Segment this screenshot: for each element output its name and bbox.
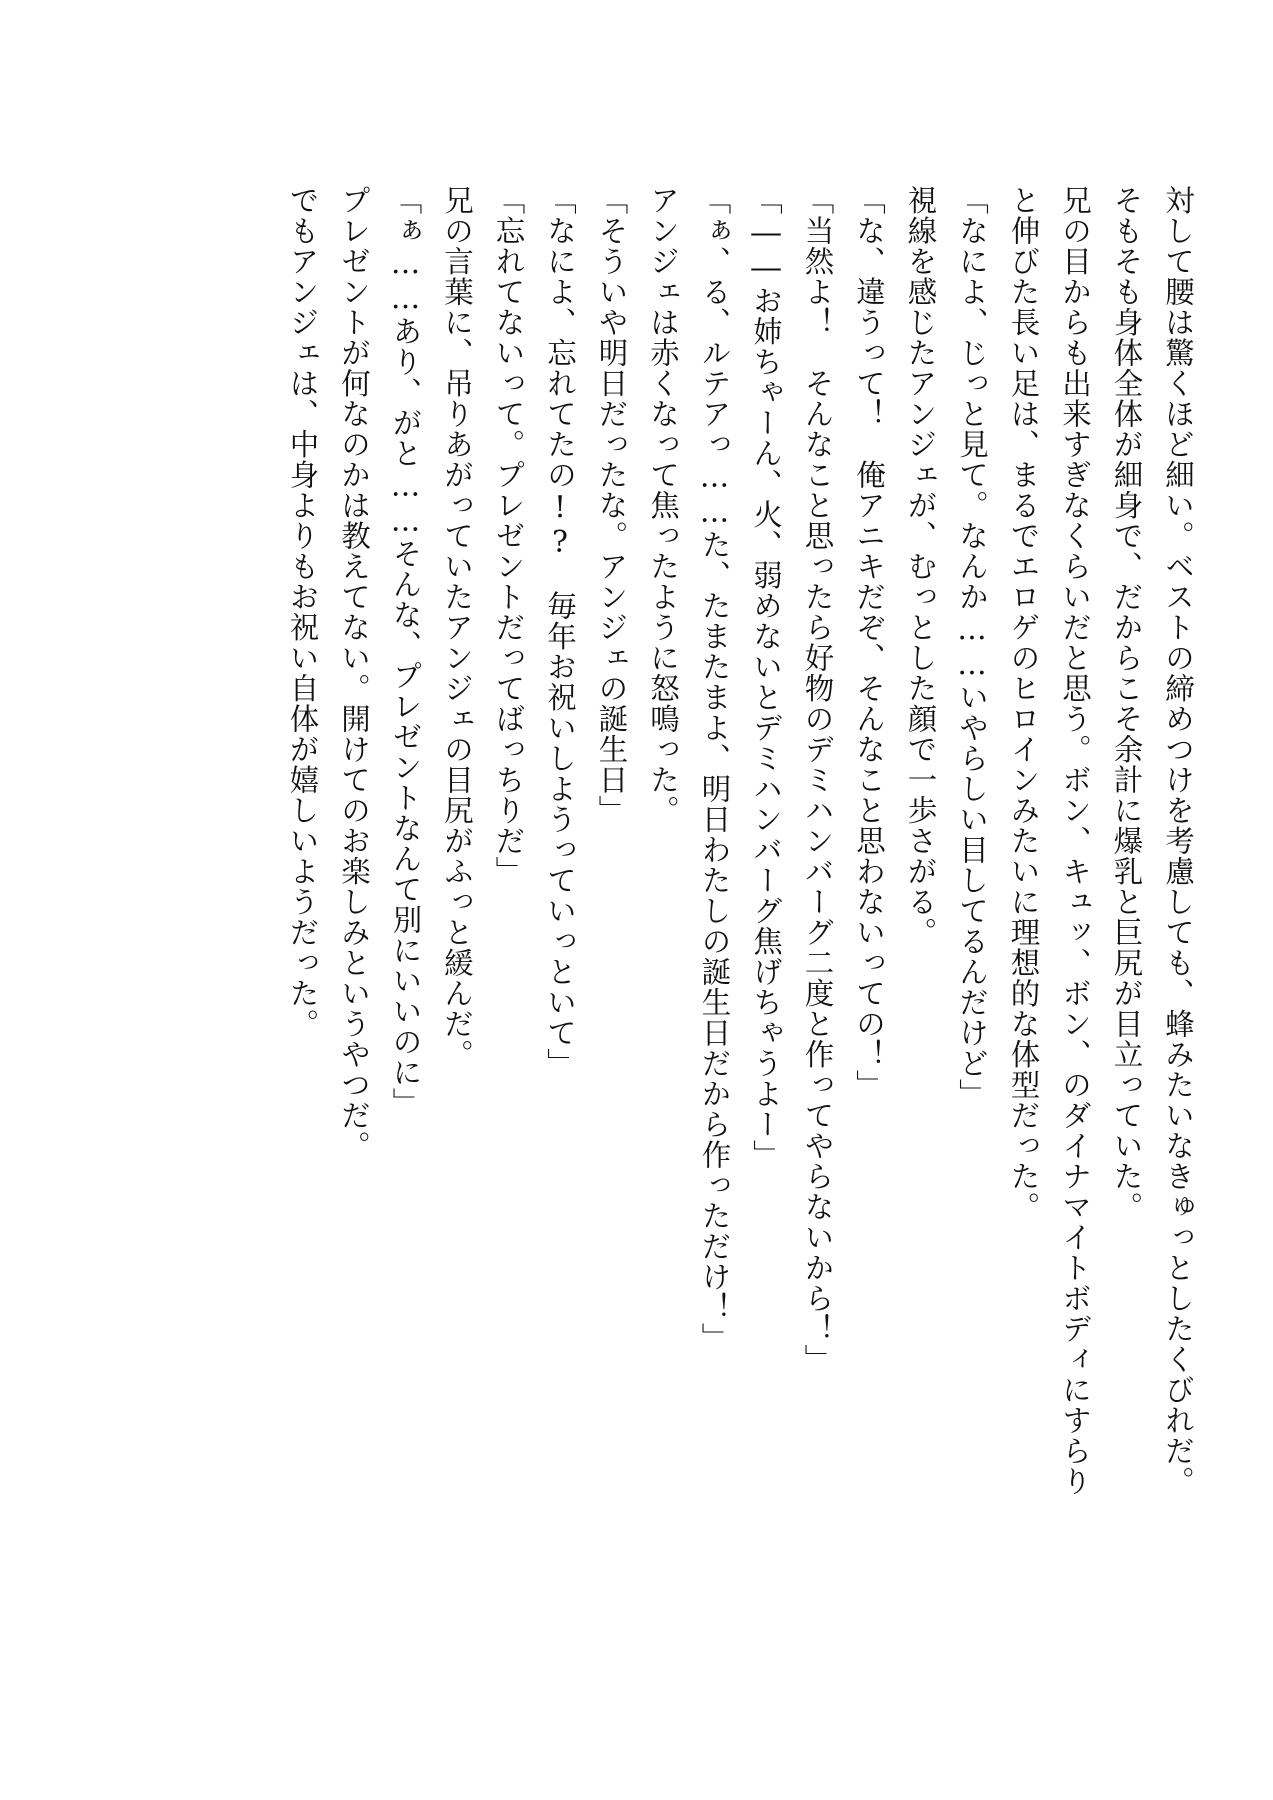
text-line-8: 「当然よ！ そんなこと思ったら好物のデミハンバーグ二度と作ってやらないから！」 <box>800 185 835 1375</box>
text-line-13: 「なによ、忘れてたの!? 毎年お祝いしようっていっといて」 <box>543 185 577 1079</box>
text-line-18: でもアンジェは、中身よりもお祝い自体が嬉しいようだった。 <box>285 185 320 1039</box>
text-line-2: そもそも身体全体が細身で、だからこそ余計に爆乳と巨尻が目立っていた。 <box>1109 185 1144 1222</box>
text-line-3: 兄の目からも出来すぎなくらいだと思う。ボン、キュッ、ボン、のダイナマイトボディにすらり <box>1058 185 1092 1497</box>
text-line-12: 「そういや明日だったな。アンジェの誕生日」 <box>594 185 629 826</box>
text-line-1: 対して腰は驚くほど細い。ベストの締めつけを考慮しても、蜂みたいなきゅっとしたくびれだ。 <box>1161 185 1195 1497</box>
text-line-10: 「ぁ、る、ルテアっ……た、たまたまよ、明日わたしの誕生日だから作っただけ！」 <box>697 185 732 1353</box>
text-line-17: プレゼントが何なのかは教えてない。開けてのお楽しみというやつだ。 <box>337 185 371 1161</box>
text-line-11: アンジェは赤くなって焦ったように怒鳴った。 <box>646 185 680 826</box>
text-line-15: 兄の言葉に、吊りあがっていたアンジェの目尻がふっと緩んだ。 <box>440 185 474 1070</box>
text-line-9: 「――お姉ちゃーん、火、弱めないとデミハンバーグ焦げちゃうよー」 <box>749 185 783 1170</box>
vertical-text-block <box>276 185 1203 1497</box>
text-line-16: 「ぁ……あり、がと……そんな、プレゼントなんて別にいいのに」 <box>388 185 423 1118</box>
text-line-5: 「なによ、じっと見て。なんか……いやらしい目してるんだけど」 <box>955 185 989 1109</box>
text-line-4: と伸びた長い足は、まるでエロゲのヒロインみたいに理想的な体型だった。 <box>1006 185 1041 1222</box>
text-line-6: 視線を感じたアンジェが、むっとした顔で一歩さがる。 <box>903 185 938 948</box>
text-line-7: 「な、違うって！ 俺アニキだぞ、そんなこと思わないっての！」 <box>852 185 886 1100</box>
text-line-14: 「忘れてないって。プレゼントだってばっちりだ」 <box>491 185 526 887</box>
